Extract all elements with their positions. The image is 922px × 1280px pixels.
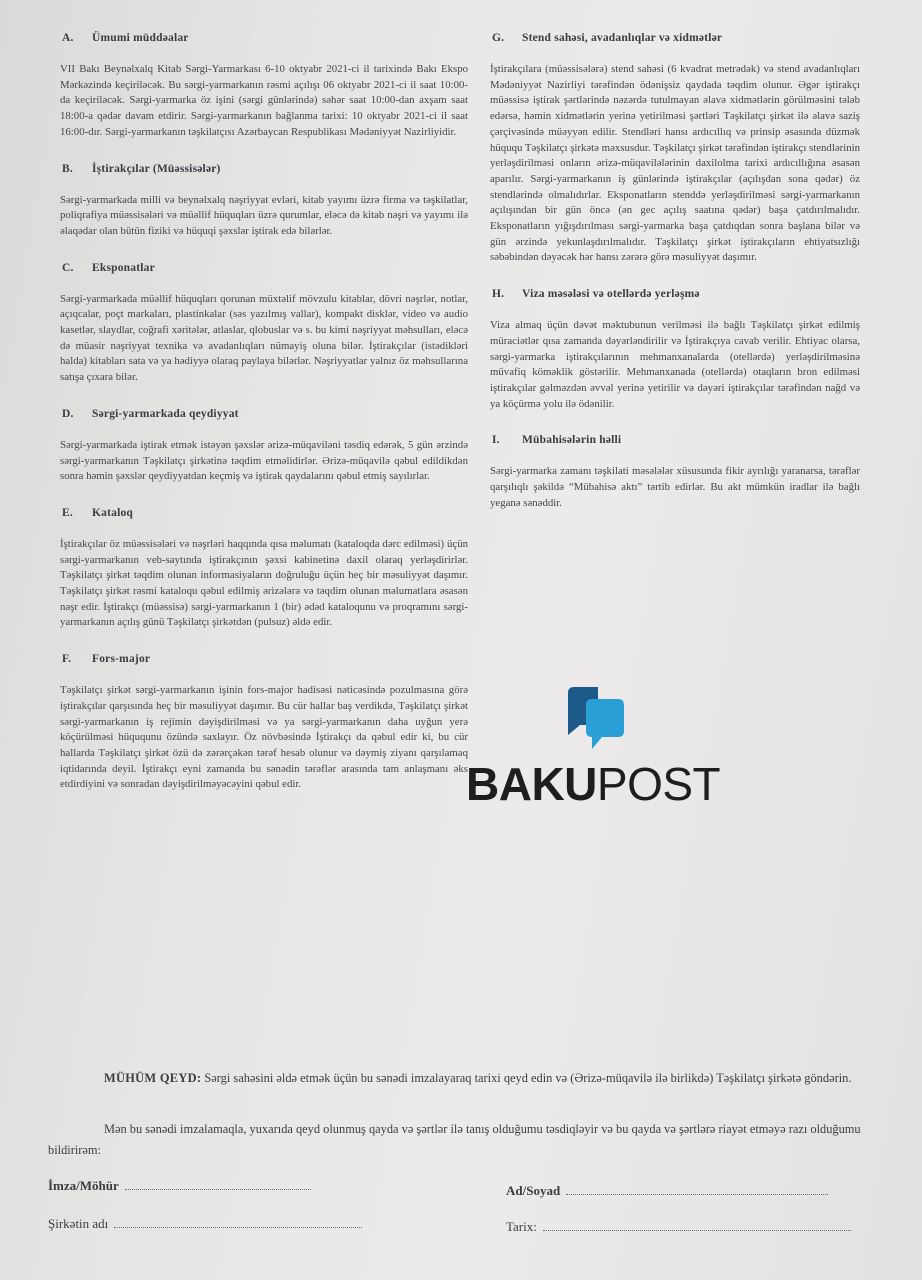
section-title: Fors-major (92, 653, 151, 666)
section-i (478, 434, 860, 511)
section-letter: H. (492, 288, 505, 301)
logo-part-baku: BAKU (466, 758, 597, 810)
section-title: Kataloq (92, 506, 134, 519)
section-letter: E. (62, 506, 73, 519)
note-label: MÜHÜM QEYD: (104, 1071, 202, 1085)
company-name-field[interactable] (48, 1216, 362, 1232)
left-column (48, 32, 468, 815)
section-heading (492, 288, 860, 300)
section-title: Viza məsələsi və otellərdə yerləşmə (522, 288, 700, 301)
section-text: İştirakçılar öz müəssisələri və nəşrləri haqqında qısa məlumatı (kataloqda dərc edilməsi) üçün sərgi-yarmarkanın veb-saytında iştirakçının şəxsi kabinetinə daxil olaraq yerləşdirirlər. Təşkilatçı şirkət təqdim olunan informasiyaların doğruluğu üçün heç bir məsuliyyət daşımır. Təşkilatçı şirkət rəsmi kataloqu qəbul edilmiş ərizələrə və təqdim olunan məlumatlara əsasən nəşr edir. İştirakçı (müəssisə) sərgi-yarmarkanın 1 (bir) ədəd kataloqunu və proqramını sərgi-yarmarkanın açılış günü Təşkilatçı şirkətdən (pulsuz) əldə edir. (60, 537, 468, 629)
company-name-line[interactable] (114, 1217, 362, 1228)
right-column (478, 32, 860, 533)
section-c (48, 262, 468, 386)
agreement-text: Mən bu sənədi imzalamaqla, yuxarıda qeyd olunmuş qayda və şərtlər ilə tanış olduğumu təsdiqləyir və bu qayda və şərtlərə riayət etməyə razı olduğumu bildirirəm: (48, 1122, 861, 1157)
section-title: İştirakçılar (Müəssisələr) (92, 162, 221, 175)
section-d (48, 408, 468, 485)
section-title: Mübahisələrin həlli (522, 434, 622, 447)
section-title: Sərgi-yarmarkada qeydiyyat (92, 407, 239, 420)
section-text: Sərgi-yarmarkada müəllif hüquqları qorunan müxtəlif mövzulu kitablar, dövri nəşrlər, notlar, açıqcalar, poçt markaları, plastinkalar (səs yazılmış vallar), kompakt disklər, video və audio kasetlər, slaydlar, coğrafi xəritələr, atlaslar, qlobuslar və s. bu kimi nəşriyyat məhsulları, eləcə də müasir nəşriyyat texnika və avadanlıqları nümayiş oluna bilər. İştirakçılar (istədikləri halda) kitabları sata və ya hədiyyə olaraq paylaya bilərlər. Nəşriyyatlar yalnız öz məhsullarına satışa çıxara bilər. (60, 292, 468, 384)
section-e (48, 507, 468, 631)
important-note (48, 1068, 868, 1089)
section-heading (62, 262, 468, 274)
company-name-label: Şirkətin adı (48, 1216, 109, 1231)
section-letter: F. (62, 653, 72, 666)
speech-bubble-icon (566, 685, 626, 751)
date-label: Tarix: (506, 1219, 537, 1234)
section-text: VII Bakı Beynəlxalq Kitab Sərgi-Yarmarkası 6-10 oktyabr 2021-ci il tarixində Bakı Ekspo Mərkəzində keçiriləcək. Bu sərgi-yarmarkanın rəsmi açılışı 06 oktyabr 2021-ci il saat 10:00-da keçiriləcək. Sərgi-yarmarka öz işini (sərgi günlərində) səhər saat 10:00-dan axşam saat 18:00-a qədər davam etdirir. Sərgi-yarmarkanın bağlanma tarixi: 10 oktyabr 2021-ci il saat 16:00-dır. Sərgi-yarmarkanın təşkilatçısı Azərbaycan Respublikası Mədəniyyət Nazirliyidir. (60, 63, 468, 138)
section-heading (62, 507, 468, 519)
section-heading (62, 163, 468, 175)
logo-wordmark (466, 759, 720, 809)
section-letter: I. (492, 434, 500, 447)
section-letter: D. (62, 407, 74, 420)
section-letter: C. (62, 261, 74, 274)
section-heading (62, 653, 468, 665)
section-h (478, 288, 860, 412)
section-heading (492, 434, 860, 446)
agreement-statement (48, 1119, 868, 1161)
section-title: Ümumi müddəalar (92, 32, 189, 44)
signature-label: İmza/Möhür (48, 1178, 119, 1193)
section-letter: G. (492, 32, 505, 44)
name-surname-line[interactable] (566, 1184, 828, 1195)
section-a (48, 32, 468, 141)
date-field[interactable] (506, 1219, 851, 1235)
section-text: Sərgi-yarmarkada milli və beynəlxalq nəşriyyat evləri, kitab yayımı üzrə firma və təşkilatlar, poliqrafiya müəssisələri və müəllif hüquqları üzrə qurumlar, eləcə də kitab nəşri və yayımı ilə əlaqədar olan bütün fiziki və hüquqi şəxslər iştirak edə bilərlər. (60, 193, 468, 237)
section-heading (62, 32, 468, 44)
name-surname-label: Ad/Soyad (506, 1183, 561, 1198)
signature-field[interactable] (48, 1178, 311, 1194)
section-text: Sərgi-yarmarkada iştirak etmək istəyən şəxslər ərizə-müqaviləni təsdiq edərək, 5 gün ərzində sərgi-yarmarkanın Təşkilatçı şirkətinə təqdim etməlidirlər. Ərizə-müqavilə qəbul edildikdən sonra həmin şəxslər qeydiyyatdan keçmiş və iştirak qaydalarını qəbul etmiş sayılırlar. (60, 438, 468, 483)
section-heading (62, 408, 468, 420)
logo-part-post: POST (596, 758, 721, 810)
date-line[interactable] (543, 1220, 851, 1231)
section-f (48, 653, 468, 793)
section-g (478, 32, 860, 266)
section-letter: A. (62, 32, 74, 44)
section-text: İştirakçılara (müəssisələrə) stend sahəsi (6 kvadrat metrədək) və stend avadanlıqları Mədəniyyət Nazirliyi tərəfindən ödənişsiz qaydada təqdim olunur. Əgər iştirakçı müəssisə iştirak şərtlərində nəzərdə tutulmayan əlavə xidmətlərin görülməsini tələb edərsə, həmin xidmətlərin yerinə yetirilməsi şərtləri Təşkilatçı şirkət ilə əlavə saziş çərçivəsində müəyyən edilir. Stendləri hansı ardıcıllıq və prinsip əsasında düzmək hüququ Təşkilatçı şirkətə məxsusdur. Təşkilatçı şirkət tərəfindən iştirakçı stendlərinin yerləşdirilməsi onların ərizə-müqavilələrinin daxilolma tarixi ardıcıllığına əsasən aparılır. Sərgi-yarmarkanın iş günlərində iştirakçılar (açılışdan sona qədər) öz stendlərində olmalıdırlar. Eksponatların stenddə yerləşdirilməsi sərgi-yarmarkanın açılışından bir gün öncə (ən gec açılış saatına qədər) başa çatdırılmalıdır. Eksponatların yığışdırılması sərgi-yarmarka başa çatdıqdan sonra başlana bilər və gün ərzində yekunlaşdırılmalıdır. Təşkilatçı şirkət iştirakçıların ehtiyatsızlığı səbəbindən dəyəcək hər hansı zərərə görə məsuliyyət daşımır. (490, 63, 860, 264)
section-text: Təşkilatçı şirkət sərgi-yarmarkanın işinin fors-major hadisəsi nəticəsində pozulmasına görə iştirakçılar qarşısında heç bir məsuliyyət daşımır. Bu cür hallar baş verdikdə, Təşkilatçı şirkət sərgi-yarmarkanın iş rejimin dəyişdirilməsi və ya sərgi-yarmarkanın daha uyğun yerə köçürülməsi hüququnu özündə saxlayır. Öz növbəsində İştirakçı da qəbul edir ki, bu cür hallarda Təşkilatçı şirkət özü də zərərçəkən tərəf hesab olunur və dəymiş ziyanı qarşılamaq iqtidarında deyil. İştirakçı eyni zamanda bu sənədin tərəflər arasında tam anlaşmanı əks etdirdiyini və sonradan dəyişdirilməyəcəyini qəbul edir. (60, 684, 468, 791)
section-b (48, 163, 468, 240)
section-title: Stend sahəsi, avadanlıqlar və xidmətlər (522, 32, 723, 44)
bakupost-watermark-logo (466, 685, 736, 810)
section-letter: B. (62, 162, 73, 175)
section-heading (492, 32, 860, 44)
section-text: Viza almaq üçün dəvət məktubunun verilməsi ilə bağlı Təşkilatçı şirkət edilmiş müraciətlər qısa zamanda dəyərləndirilir və İştirakçıya cavab verilir. Ehtiyac olarsa, sərgi-yarmarka iştirakçılarının mehmanxanalarda (otellərdə) yerləşdirilməsinə müvafiq köməklik göstərilir. Mehmanxanada (otellərdə) otaqların bron edilməsi iştirakçılar gəlməzdən əvvəl yerinə yetirilir və dəyəri iştirakçılar tərəfindən nağd və ya köçürmə yolu ilə ödənilir. (490, 319, 860, 410)
signature-line[interactable] (125, 1179, 311, 1190)
section-text: Sərgi-yarmarka zamanı təşkilati məsələlər xüsusunda fikir ayrılığı yaranarsa, tərəflər qarşılıqlı şəkildə “Mübahisə aktı” tərtib edirlər. Bu akt mümkün iradlar ilə bağlı yeganə sənəddir. (490, 465, 860, 509)
note-text: Sərgi sahəsini əldə etmək üçün bu sənədi imzalayaraq tarixi qeyd edin və (Ərizə-müqavilə ilə birlikdə) Təşkilatçı şirkətə göndərin. (204, 1071, 852, 1085)
section-title: Eksponatlar (92, 261, 155, 274)
name-surname-field[interactable] (506, 1183, 828, 1199)
